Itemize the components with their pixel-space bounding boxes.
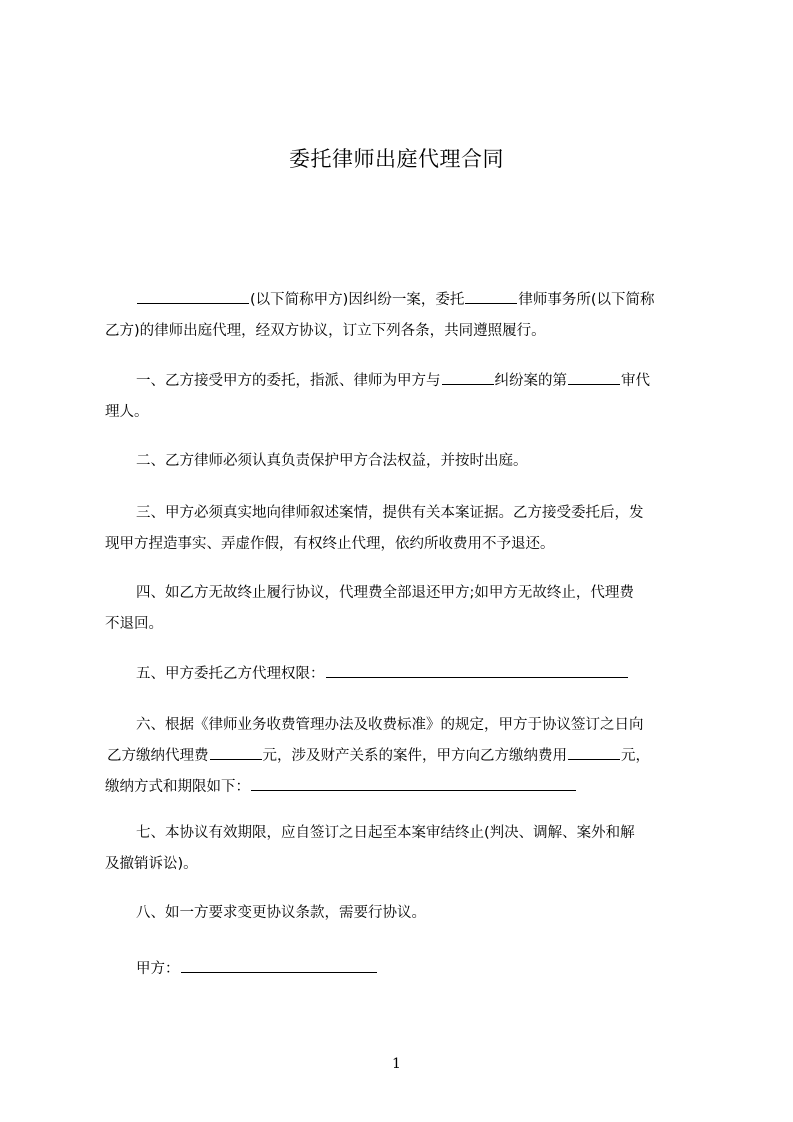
clause-7 xyxy=(105,818,701,880)
page-number: 1 xyxy=(392,1056,401,1072)
clause-7-text-2: 及撤销诉讼)。 xyxy=(105,856,198,872)
clause-3-text-1: 三、甲方必须真实地向律师叙述案情，提供有关本案证据。乙方接受委托后，发 xyxy=(136,505,644,521)
clause-3 xyxy=(105,498,701,560)
client-name-blank xyxy=(137,289,249,304)
clause-6 xyxy=(105,710,701,803)
authority-scope-blank xyxy=(326,663,628,678)
clause-4 xyxy=(105,578,701,640)
party-a-label: 甲方： xyxy=(136,961,180,977)
preamble-text-1: (以下简称甲方)因纠纷一案，委托 xyxy=(250,292,465,308)
clause-4-text-2: 不退回。 xyxy=(105,616,163,632)
party-a-signature xyxy=(105,954,701,985)
clause-1-text-2: 纠纷案的第 xyxy=(494,373,567,389)
clause-8-text: 八、如一方要求变更协议条款，需要行协议。 xyxy=(136,905,426,921)
clause-4-text-1: 四、如乙方无故终止履行协议，代理费全部退还甲方;如甲方无故终止，代理费 xyxy=(136,585,634,601)
clause-7-text-1: 七、本协议有效期限，应自签订之日起至本案审结终止(判决、调解、案外和解 xyxy=(136,825,635,841)
clause-6-text-2: 乙方缴纳代理费 xyxy=(107,748,209,764)
agency-fee-blank xyxy=(210,745,262,760)
clause-3-text-2: 现甲方捏造事实、弄虚作假，有权终止代理，依约所收费用不予退还。 xyxy=(105,536,555,552)
clause-1-text-3: 审代 xyxy=(621,373,650,389)
preamble-text-3: 乙方)的律师出庭代理，经双方协议，订立下列各条，共同遵照履行。 xyxy=(105,323,546,339)
clause-1 xyxy=(105,366,701,428)
clause-1-text-4: 理人。 xyxy=(105,404,149,420)
clause-6-text-3: 元，涉及财产关系的案件，甲方向乙方缴纳费用 xyxy=(262,748,567,764)
clause-6-text-5: 缴纳方式和期限如下： xyxy=(105,779,250,795)
payment-method-blank xyxy=(251,776,576,791)
clause-1-text-1: 一、乙方接受甲方的委托，指派、律师为甲方与 xyxy=(136,373,441,389)
clause-2-text: 二、乙方律师必须认真负责保护甲方合法权益，并按时出庭。 xyxy=(136,453,528,469)
clause-5 xyxy=(105,659,701,690)
document-title: 委托律师出庭代理合同 xyxy=(289,147,504,171)
trial-instance-blank xyxy=(568,370,620,385)
preamble-paragraph xyxy=(105,285,701,347)
clause-6-text-4: 元， xyxy=(621,748,650,764)
clause-5-text: 五、甲方委托乙方代理权限： xyxy=(136,666,325,682)
clause-8 xyxy=(105,898,701,929)
property-fee-blank xyxy=(568,745,620,760)
party-a-signature-blank xyxy=(181,958,377,973)
law-firm-name-blank xyxy=(465,289,517,304)
clause-2 xyxy=(105,446,701,477)
clause-6-text-1: 六、根据《律师业务收费管理办法及收费标准》的规定，甲方于协议签订之日向 xyxy=(136,717,644,733)
preamble-text-2: 律师事务所(以下简称 xyxy=(518,292,655,308)
opposing-party-blank xyxy=(442,370,494,385)
